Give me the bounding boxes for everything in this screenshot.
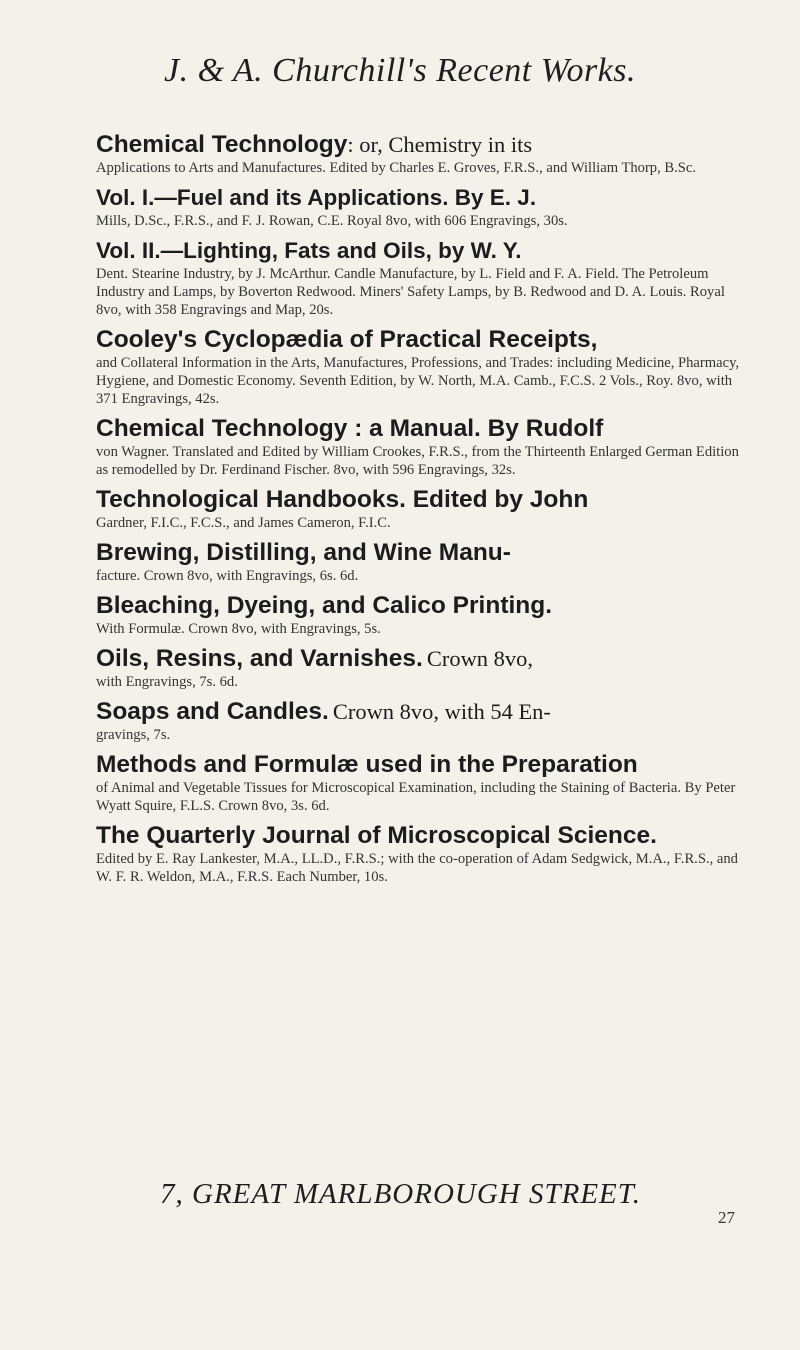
book-title: Oils, Resins, and Varnishes.	[96, 645, 423, 672]
book-description: Edited by E. Ray Lankester, M.A., LL.D., F.R.S.; with the co-operation of Adam Sedgwick, M.A., F.R.S., and W. F. R. Weldon, M.A., F.R.S. Each Number, 10s.	[96, 851, 738, 885]
book-description: of Animal and Vegetable Tissues for Microscopical Examination, including the Staining of Bacteria. By Peter Wyatt Squire, F.L.S. Crown 8vo, 3s. 6d.	[96, 780, 736, 814]
book-description: and Collateral Information in the Arts, Manufactures, Professions, and Trades: including Medicine, Pharmacy, Hygiene, and Domestic Economy. Seventh Edition, by W. North, M.A. Camb., F.C.S. 2 Vols., Roy. 8vo, with 371 Engravings, 42s.	[96, 355, 740, 407]
book-title: The Quarterly Journal of Microscopical Science.	[96, 822, 657, 849]
page-number: 27	[718, 1208, 735, 1227]
book-entry	[96, 130, 744, 177]
book-entry	[96, 750, 744, 815]
book-title: Vol. I.—Fuel and its Applications. By E. J.	[96, 185, 537, 210]
book-title: Cooley's Cyclopædia of Practical Receipts,	[96, 326, 598, 353]
book-description: gravings, 7s.	[96, 727, 171, 743]
book-title: Vol. II.—Lighting, Fats and Oils, by W. Y.	[96, 238, 522, 263]
book-entry	[96, 538, 744, 585]
book-title: Soaps and Candles.	[96, 698, 329, 725]
book-entry	[96, 325, 744, 408]
book-description: Dent. Stearine Industry, by J. McArthur. Candle Manufacture, by L. Field and F. A. Field. The Petroleum Industry and Lamps, by Boverton Redwood. Miners' Safety Lamps, by B. Redwood and D. A. Louis. Royal 8vo, with 358 Engravings and Map, 20s.	[96, 266, 725, 318]
book-description: Gardner, F.I.C., F.C.S., and James Cameron, F.I.C.	[96, 515, 391, 531]
book-entry	[96, 183, 744, 230]
book-title: Chemical Technology : a Manual. By Rudolf	[96, 415, 604, 442]
book-entry	[96, 697, 744, 744]
book-title: Bleaching, Dyeing, and Calico Printing.	[96, 592, 553, 619]
book-title: Technological Handbooks. Edited by John	[96, 486, 589, 513]
book-entry	[96, 644, 744, 691]
page-header: J. & A. Churchill's Recent Works.	[163, 52, 636, 89]
book-entry	[96, 414, 744, 479]
book-list	[96, 130, 744, 892]
book-title-continuation: Crown 8vo, with 54 En-	[332, 699, 551, 724]
book-description: Mills, D.Sc., F.R.S., and F. J. Rowan, C.E. Royal 8vo, with 606 Engravings, 30s.	[96, 213, 568, 229]
book-entry	[96, 236, 744, 319]
book-title-continuation: Crown 8vo,	[426, 646, 534, 671]
book-entry	[96, 591, 744, 638]
book-title: Brewing, Distilling, and Wine Manu-	[96, 539, 511, 566]
book-entry	[96, 485, 744, 532]
book-title-continuation: : or, Chemistry in its	[347, 132, 533, 157]
book-description: with Engravings, 7s. 6d.	[96, 674, 238, 690]
book-title: Chemical Technology	[96, 131, 348, 158]
publisher-address: 7, GREAT MARLBOROUGH STREET.	[160, 1178, 641, 1210]
book-description: With Formulæ. Crown 8vo, with Engravings, 5s.	[96, 621, 381, 637]
book-entry	[96, 821, 744, 886]
book-title: Methods and Formulæ used in the Preparation	[96, 751, 638, 778]
book-description: facture. Crown 8vo, with Engravings, 6s. 6d.	[96, 568, 359, 584]
book-description: von Wagner. Translated and Edited by William Crookes, F.R.S., from the Thirteenth Enlarged German Edition as remodelled by Dr. Ferdinand Fischer. 8vo, with 596 Engravings, 32s.	[96, 444, 739, 478]
book-description: Applications to Arts and Manufactures. Edited by Charles E. Groves, F.R.S., and William Thorp, B.Sc.	[96, 160, 697, 176]
